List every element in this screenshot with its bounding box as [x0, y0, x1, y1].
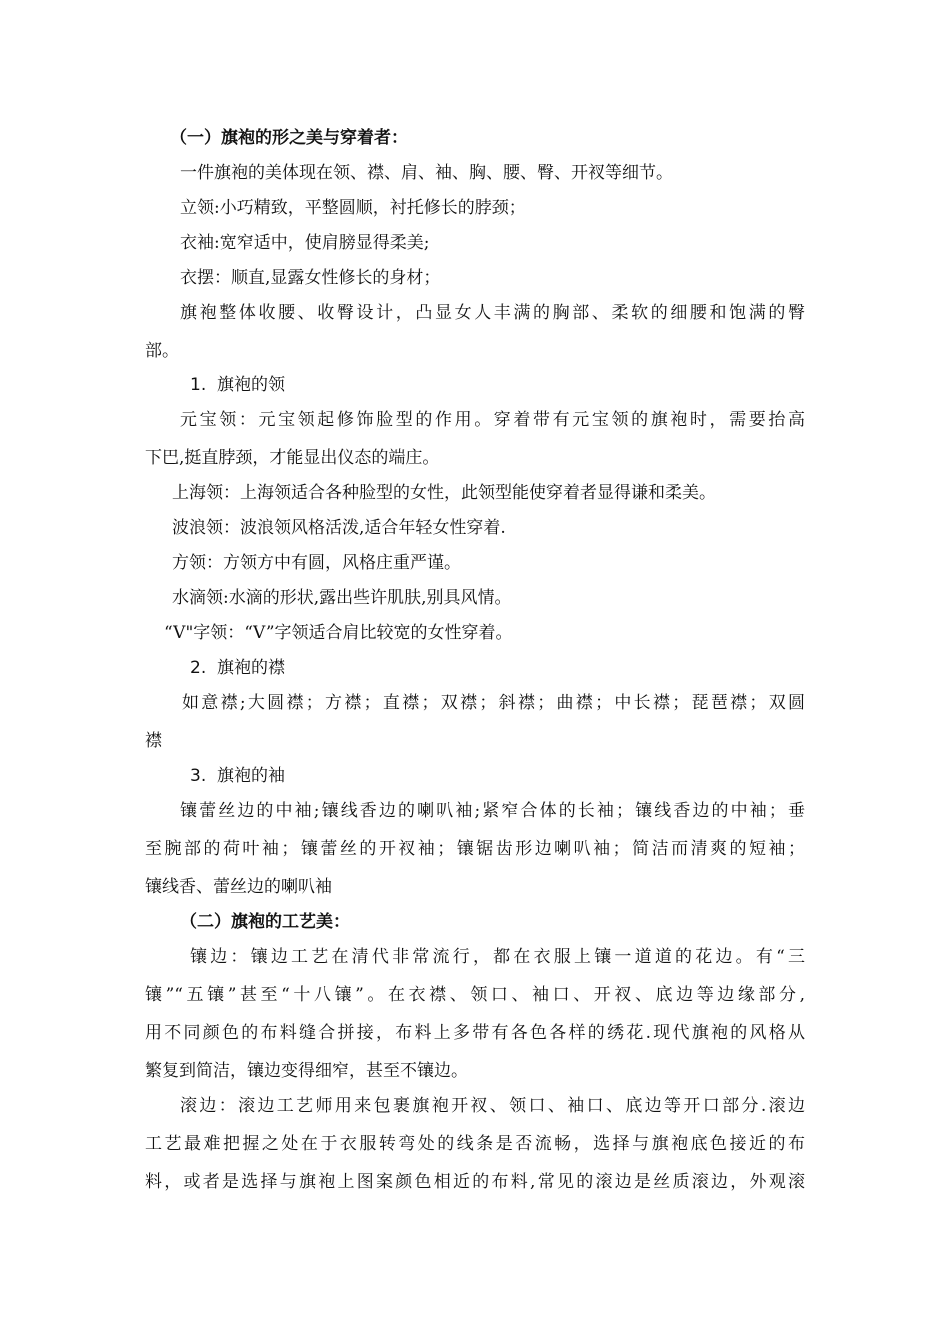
- placket-list-line-2: 襟: [145, 731, 162, 751]
- yuanbao-collar-line-1: 元宝领：元宝领起修饰脸型的作用。穿着带有元宝领的旗袍时，需要抬高: [180, 410, 805, 430]
- v-collar-text: “V"字领：“V”字领适合肩比较宽的女性穿着。: [164, 623, 513, 643]
- summary-line-2: 部。: [145, 341, 179, 361]
- section2-heading: （二）旗袍的工艺美：: [180, 912, 350, 932]
- wave-collar-text: 波浪领：波浪领风格活泼,适合年轻女性穿着.: [172, 518, 506, 538]
- sleeve-number: 3.: [190, 766, 207, 786]
- collar-subheading: [190, 374, 285, 396]
- square-collar-text: 方领：方领方中有圆，风格庄重严谨。: [172, 553, 461, 573]
- xiangbian-line-1: 镶边：镶边工艺在清代非常流行，都在衣服上镶一道道的花边。有“三: [190, 947, 805, 967]
- waterdrop-collar-text: 水滴领:水滴的形状,露出些许肌肤,别具风情。: [172, 588, 512, 608]
- sleeve-list-line-1: 镶蕾丝边的中袖;镶线香边的喇叭袖;紧窄合体的长袖；镶线香边的中袖；垂: [180, 801, 805, 821]
- hem-text: 衣摆：顺直,显露女性修长的身材；: [180, 268, 441, 288]
- sleeve-list-line-3: 镶线香、蕾丝边的喇叭袖: [145, 877, 332, 897]
- gunbian-line-1: 滚边：滚边工艺师用来包裹旗袍开衩、领口、袖口、底边等开口部分.滚边: [180, 1096, 805, 1116]
- summary-line-1: 旗袍整体收腰、收臀设计，凸显女人丰满的胸部、柔软的细腰和饱满的臀: [180, 303, 805, 323]
- placket-list-line-1: 如意襟;大圆襟；方襟；直襟；双襟；斜襟；曲襟；中长襟；琵琶襟；双圆: [182, 693, 805, 713]
- sleeve-subheading: [190, 765, 285, 787]
- placket-title: 旗袍的襟: [217, 658, 286, 678]
- xiangbian-line-3: 用不同颜色的布料缝合拼接，布料上多带有各色各样的绣花.现代旗袍的风格从: [145, 1023, 805, 1043]
- placket-number: 2.: [190, 658, 207, 678]
- gunbian-line-3: 料，或者是选择与旗袍上图案颜色相近的布料,常见的滚边是丝质滚边，外观滚: [145, 1172, 805, 1192]
- section1-heading: （一）旗袍的形之美与穿着者：: [170, 128, 408, 148]
- sleeve-title: 旗袍的袖: [217, 766, 286, 786]
- yuanbao-collar-line-2: 下巴,挺直脖颈，才能显出仪态的端庄。: [145, 448, 440, 468]
- xiangbian-line-2: 镶”“五镶”甚至“十八镶”。在衣襟、领口、袖口、开衩、底边等边缘部分,: [145, 985, 805, 1005]
- intro-paragraph: 一件旗袍的美体现在领、襟、肩、袖、胸、腰、臀、开衩等细节。: [180, 163, 673, 183]
- collar-number: 1.: [190, 375, 207, 395]
- gunbian-line-2: 工艺最难把握之处在于衣服转弯处的线条是否流畅，选择与旗袍底色接近的布: [145, 1134, 805, 1154]
- xiangbian-line-4: 繁复到简洁，镶边变得细窄，甚至不镶边。: [145, 1061, 468, 1081]
- collar-title: 旗袍的领: [217, 375, 286, 395]
- sleeve-list-line-2: 至腕部的荷叶袖；镶蕾丝的开衩袖；镶锯齿形边喇叭袖；简洁而清爽的短袖；: [145, 839, 805, 859]
- sleeve-text: 衣袖:宽窄适中，使肩膀显得柔美;: [180, 233, 430, 253]
- standing-collar-text: 立领:小巧精致，平整圆顺，衬托修长的脖颈；: [180, 198, 526, 218]
- shanghai-collar-text: 上海领：上海领适合各种脸型的女性，此领型能使穿着者显得谦和柔美。: [172, 483, 716, 503]
- placket-subheading: [190, 657, 285, 679]
